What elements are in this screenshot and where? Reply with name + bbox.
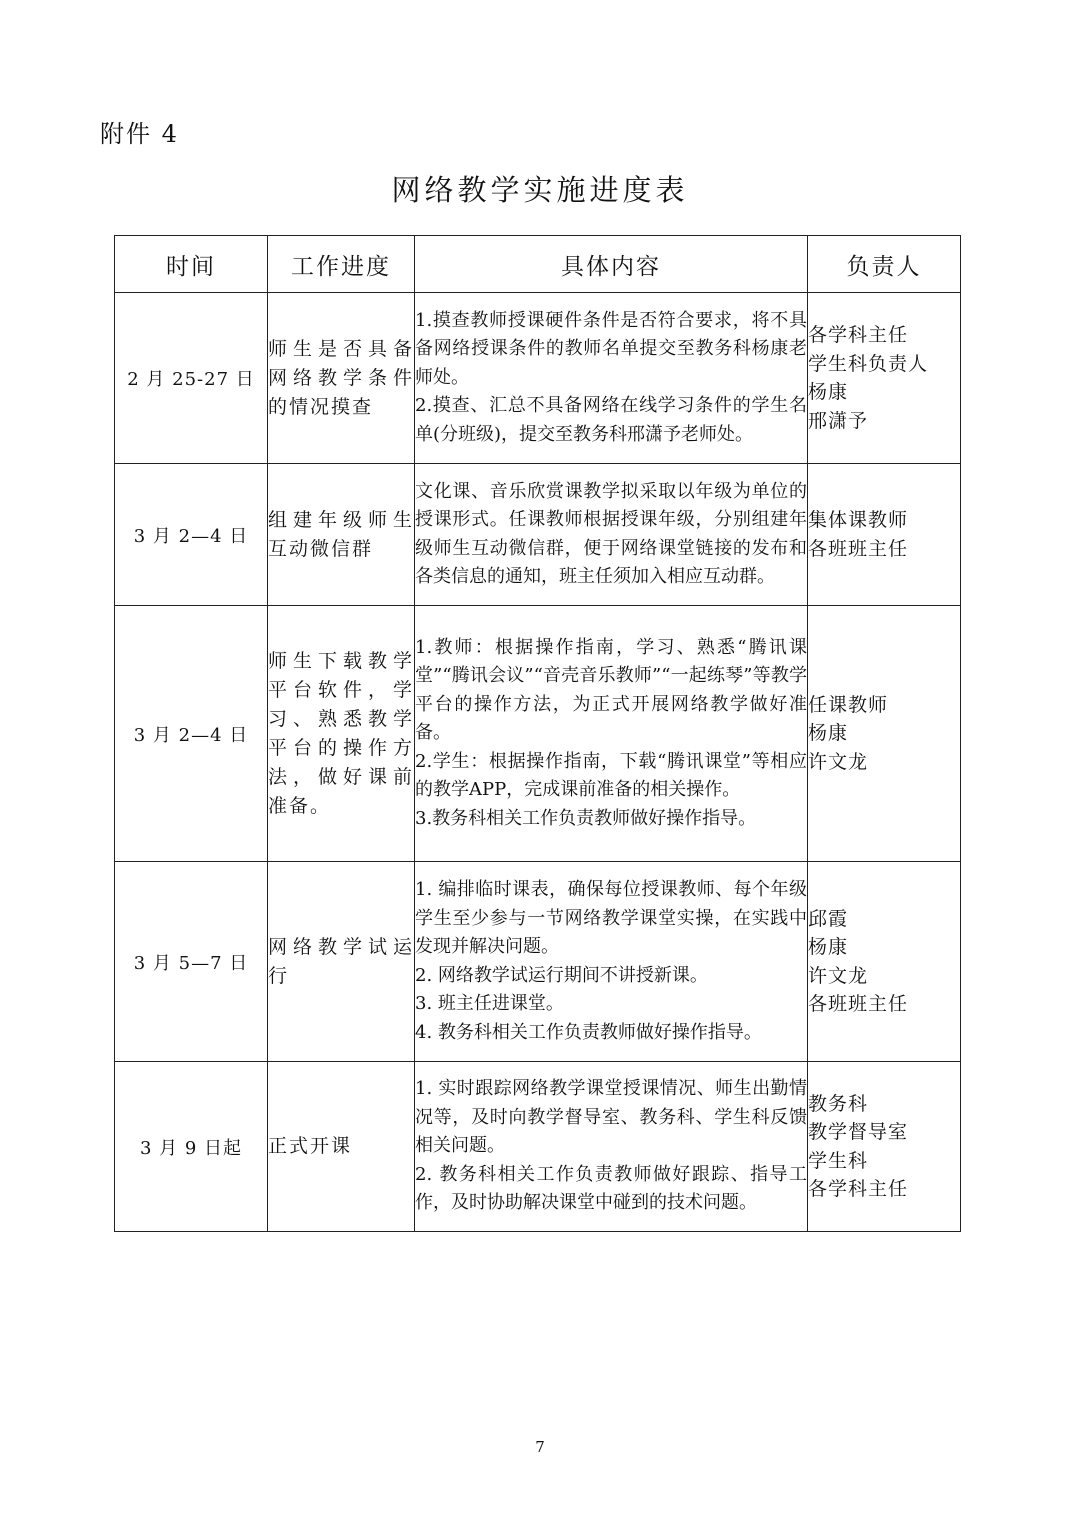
content-cell (415, 464, 808, 606)
progress-cell: 师生下载教学平台软件，学习、熟悉教学平台的操作方法，做好课前准备。 (268, 606, 415, 862)
time-cell: 3 月 2—4 日 (115, 464, 268, 606)
owner-cell (808, 606, 961, 862)
progress-cell: 网络教学试运行 (268, 862, 415, 1062)
header-progress: 工作进度 (268, 236, 415, 293)
time-cell: 3 月 2—4 日 (115, 606, 268, 862)
content-cell (415, 862, 808, 1062)
content-item: 2.学生：根据操作指南，下载“腾讯课堂”等相应的教学APP，完成课前准备的相关操作。 (415, 750, 807, 801)
content-item: 2. 教务科相关工作负责教师做好跟踪、指导工作，及时协助解决课堂中碰到的技术问题。 (415, 1163, 807, 1214)
owner-name: 各班班主任 (808, 993, 909, 1015)
owner-cell (808, 293, 961, 464)
content-item: 1. 实时跟踪网络教学课堂授课情况、师生出勤情况等，及时向教学督导室、教务科、学生科反馈相关问题。 (415, 1078, 807, 1157)
content-item: 1. 编排临时课表，确保每位授课教师、每个年级学生至少参与一节网络教学课堂实操，在实践中发现并解决问题。 (415, 879, 807, 957)
owner-cell (808, 1062, 961, 1232)
owner-name: 邱霞 (808, 907, 849, 930)
owner-name: 杨康 (808, 381, 849, 403)
content-item: 3. 班主任进课堂。 (415, 993, 564, 1014)
table-row (115, 862, 961, 1062)
owner-name: 集体课教师 (808, 509, 909, 531)
content-item: 2.摸查、汇总不具备网络在线学习条件的学生名单(分班级)，提交至教务科邢潇予老师处。 (415, 395, 807, 445)
header-owner: 负责人 (808, 236, 961, 293)
table-row (115, 606, 961, 862)
time-cell: 3 月 5—7 日 (115, 862, 268, 1062)
progress-cell: 正式开课 (268, 1062, 415, 1232)
content-item: 1.教师：根据操作指南，学习、熟悉“腾讯课堂”“腾讯会议”“音壳音乐教师”“一起练琴”等教学平台的操作方法，为正式开展网络教学做好准备。 (415, 636, 807, 744)
owner-cell (808, 464, 961, 606)
owner-name: 各学科主任 (808, 324, 909, 346)
owner-name: 各学科主任 (808, 1178, 909, 1200)
owner-name: 邢潇予 (808, 409, 869, 432)
progress-cell: 师生是否具备网络教学条件的情况摸查 (268, 293, 415, 464)
owner-name: 杨康 (808, 936, 849, 958)
content-item: 文化课、音乐欣赏课教学拟采取以年级为单位的授课形式。任课教师根据授课年级，分别组建年级师生互动微信群，便于网络课堂链接的发布和各类信息的通知，班主任须加入相应互动群。 (415, 480, 807, 587)
time-cell: 2 月 25-27 日 (115, 293, 268, 464)
attachment-label: 附件 4 (100, 120, 179, 148)
table-row (115, 464, 961, 606)
document-title: 网络教学实施进度表 (391, 173, 689, 207)
owner-cell (808, 862, 961, 1062)
header-time: 时间 (115, 236, 268, 293)
content-cell (415, 606, 808, 862)
owner-name: 各班班主任 (808, 537, 909, 560)
page-number: 7 (535, 1438, 545, 1456)
owner-name: 学生科 (808, 1149, 869, 1172)
content-cell (415, 293, 808, 464)
schedule-table (114, 235, 961, 1232)
owner-name: 许文龙 (808, 964, 869, 987)
owner-name: 任课教师 (808, 693, 889, 716)
owner-name: 教学督导室 (808, 1121, 909, 1143)
owner-name: 许文龙 (808, 750, 869, 773)
table-row (115, 293, 961, 464)
content-item: 4. 教务科相关工作负责教师做好操作指导。 (415, 1021, 762, 1043)
content-item: 1.摸查教师授课硬件条件是否符合要求，将不具备网络授课条件的教师名单提交至教务科杨康老师处。 (415, 309, 807, 388)
progress-cell: 组建年级师生互动微信群 (268, 464, 415, 606)
owner-name: 学生科负责人 (808, 352, 929, 375)
content-item: 3.教务科相关工作负责教师做好操作指导。 (415, 807, 757, 829)
table-row (115, 1062, 961, 1232)
header-content: 具体内容 (415, 236, 808, 293)
owner-name: 教务科 (808, 1092, 869, 1115)
owner-name: 杨康 (808, 722, 849, 745)
time-cell: 3 月 9 日起 (115, 1062, 268, 1232)
table-header-row (115, 236, 961, 293)
content-item: 2. 网络教学试运行期间不讲授新课。 (415, 964, 708, 986)
content-cell (415, 1062, 808, 1232)
